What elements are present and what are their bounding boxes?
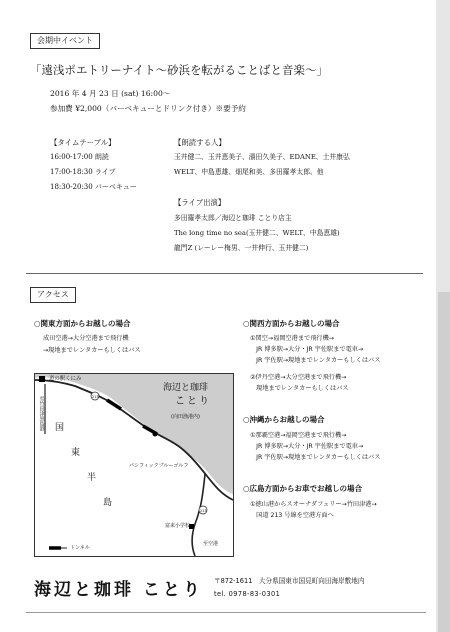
timetable-row: 18:30-20:30 バーベキュー xyxy=(50,183,137,191)
map-shima: 島 xyxy=(103,498,113,508)
map-higashi: 東 xyxy=(71,448,81,458)
live-heading: 【ライブ出演】 xyxy=(174,198,226,207)
map-station-label: 道の駅くにみ xyxy=(49,376,82,382)
kansai-heading: ○関西方面からお越しの場合 xyxy=(243,319,340,328)
kansai-line: JR 博多駅→大分・JR 宇佐駅まで電車→ xyxy=(250,346,364,353)
kanto-line: →現地までレンタカーもしくはバス xyxy=(43,347,141,354)
divider xyxy=(26,273,423,274)
map-airport-label: 至空港 xyxy=(203,541,219,547)
live-line: The long time no sea(玉井健二、WELT、中島恵雄) xyxy=(174,229,340,237)
hiroshima-heading: ○広島方面からお車でお越しの場合 xyxy=(243,484,363,493)
readers-line: 玉井健二、玉井恵美子、濱田久美子、EDANE、土井康弘 xyxy=(174,153,350,161)
shop-tel: tel. 0978-83-0301 xyxy=(214,590,281,598)
hiroshima-line: 国道 213 号線を空港方面へ xyxy=(250,512,334,519)
okinawa-heading: ○沖縄からお越しの場合 xyxy=(243,415,325,424)
kansai-line: ②伊丹空港→大分空港まで飛行機→ xyxy=(250,374,347,381)
live-line: 龍門Z (レーレー梅男、一井伸行、玉井健二) xyxy=(174,244,309,252)
live-line: 多田羅孝太郎／海辺と珈琲 ことり店主 xyxy=(174,214,292,222)
okinawa-line: JR 宇佐駅→現地までレンタカーもしくはバス xyxy=(250,454,381,461)
kanto-line: 成田空港→大分空港まで飛行機 xyxy=(43,335,129,342)
access-tag: アクセス xyxy=(30,287,76,303)
event-tag: 会期中イベント xyxy=(30,33,100,49)
readers-heading: 【朗読する人】 xyxy=(174,138,226,147)
kansai-line: ①関空→福岡空港まで飛行機→ xyxy=(250,335,334,342)
timetable-row: 17:00-18:30 ライブ xyxy=(50,168,116,176)
kanto-heading: ○関東方面からお越しの場合 xyxy=(34,319,131,328)
map-shop-name: 海辺と珈琲 xyxy=(163,383,209,393)
map-shop-name-2: ことり xyxy=(175,396,211,407)
map-han: 半 xyxy=(87,473,97,483)
map-kuni: 国 xyxy=(55,423,65,433)
access-map xyxy=(34,373,234,557)
okinawa-line: ①那覇空港→福岡空港まで飛行機→ xyxy=(250,432,347,439)
map-route-number: 213 xyxy=(92,395,99,399)
event-fee: 参加費 ¥2,000（バーベキューとドリンク付き）※要予約 xyxy=(50,104,246,113)
timetable-row: 16:00-17:00 朗読 xyxy=(50,153,109,161)
map-road-label: 至竹田津 xyxy=(38,396,45,416)
footer-divider xyxy=(26,612,426,613)
readers-line: WELT、中島恵雄、畑尾和美、多田羅孝太郎、他 xyxy=(174,168,324,176)
map-shop-address: (向田漁港内) xyxy=(171,414,200,420)
map-golf-label: パシフィックブルーゴルフ xyxy=(129,463,189,469)
kansai-line: JR 宇佐駅→現地までレンタカーもしくはバス xyxy=(250,357,381,364)
event-title: 「遠浅ポエトリーナイト〜砂浜を転がることばと音楽〜」 xyxy=(30,63,328,77)
map-port-label: 黒島港 xyxy=(38,416,45,431)
event-date: 2016 年 4 月 23 日 (sat) 16:00〜 xyxy=(50,89,171,98)
map-legend-label: トンネル xyxy=(70,545,90,551)
okinawa-line: JR 博多駅→大分・JR 宇佐駅まで電車→ xyxy=(250,443,364,450)
shop-address: 〒872-1611 大分県国東市国見町向田海岸敷地内 xyxy=(214,577,365,585)
map-route-number: 213 xyxy=(200,509,207,513)
page-edge-shadow xyxy=(438,292,450,632)
shop-logo: 海辺と珈琲 ことり xyxy=(34,580,203,600)
timetable-heading: 【タイムテーブル】 xyxy=(50,138,116,147)
kansai-line: 現地までレンタカーもしくはバス xyxy=(250,385,349,392)
hiroshima-line: ①徳山港からスオーナダフェリー→竹田津港→ xyxy=(250,501,377,508)
map-school-label: 富来小学校 xyxy=(165,523,191,529)
